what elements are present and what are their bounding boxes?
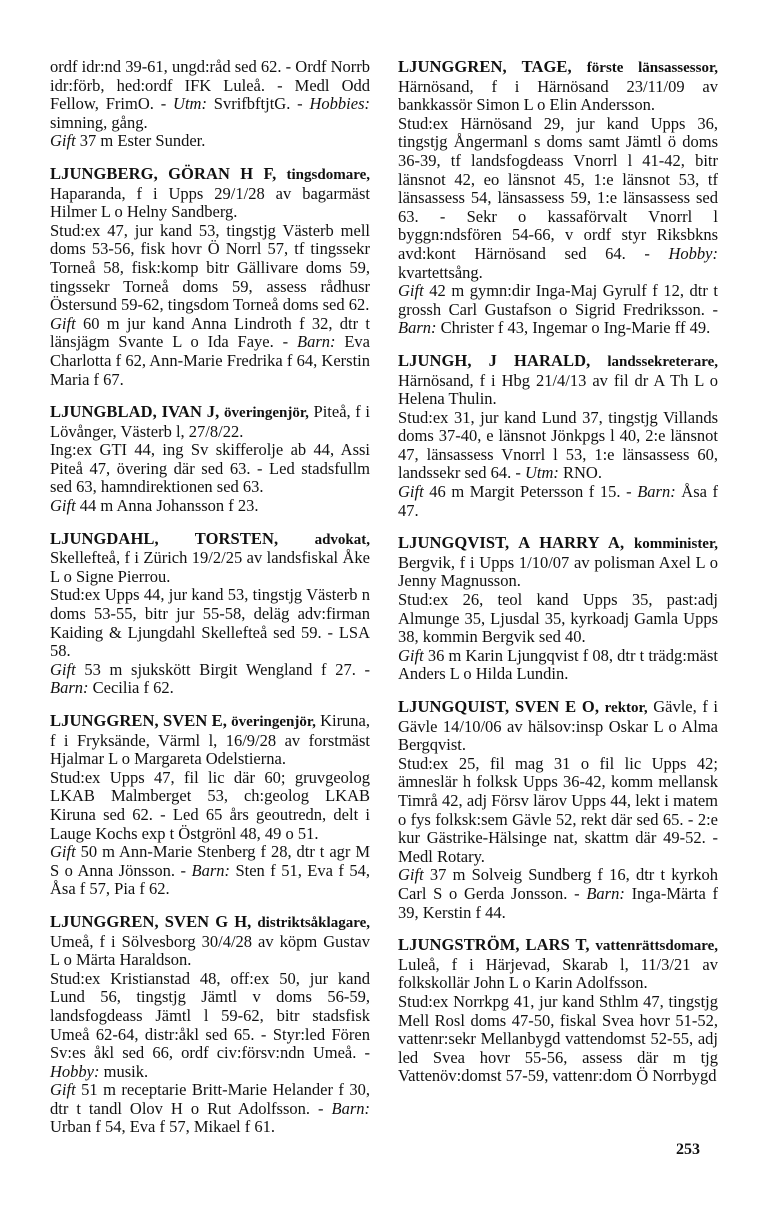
entry-name: LJUNGGREN, TAGE, xyxy=(398,57,572,76)
entry-gift: Gift 42 m gymn:dir Inga-Maj Gyrulf f 12, dtr t grossh Carl Gustafson o Sigrid Fredriksson. - Barn: Christer f 43, Ingemar o Ing-Marie ff 49. xyxy=(398,281,719,338)
entry-title: förste länsassessor, xyxy=(586,60,719,76)
entry-title: landssekreterare, xyxy=(607,353,718,370)
entry-stud: Stud:ex 25, fil mag 31 o fil lic Upps 42; ämneslär h folksk Upps 36-42, komm mellansk Timrå 42, adj Försv lärov Upps 44, lekt i matem o fys folksk:sem Gävle 52, rekt där sed 65. - 2:e kur Gästrike-Hälsinge nat, skattm där 49-52. - Medl Rotary. xyxy=(398,753,718,866)
page-number: 253 xyxy=(676,1141,700,1158)
entry-gift: Gift 37 m Solveig Sundberg f 16, dtr t kyrkoh Carl S o Gerda Jonsson. - Barn: Inga-Märta f 39, Kerstin f 44. xyxy=(398,865,719,922)
entry-header: LJUNGBERG, GÖRAN H F, tingsdomare, Haparanda, f i Upps 29/1/28 av bagarmäst Hilmer L o Helny Sandberg. xyxy=(50,163,370,222)
entry-name: LJUNGSTRÖM, LARS T, xyxy=(398,935,590,955)
entry-ljungstrom xyxy=(398,936,718,1086)
entry-stud: Ing:ex GTI 44, ing Sv skifferolje ab 44, Assi Piteå 47, övering där sed 63. - Led stadsfullm sed 63, hamndirektionen sed 63. xyxy=(50,440,370,497)
entry-stud: Stud:ex Kristianstad 48, off:ex 50, jur kand Lund 56, tingstjg Jämtl v doms 56-59, landsfogdeass Jämtl l 59-62, bitr stadsfisk Umeå 62-64, distr:åkl sed 65. - Styr:led Fören Sv:es åkl sed 66, ordf civ:försv:ndn Umeå. - Hobby: musik. xyxy=(50,968,370,1081)
entry-continued xyxy=(50,58,370,151)
entry-gift: Gift 53 m sjukskött Birgit Wengland f 27. - Barn: Cecilia f 62. xyxy=(50,659,371,698)
left-column xyxy=(50,58,370,1151)
entry-ljunggren-sven-g xyxy=(50,913,370,1137)
entry-stud: Stud:ex Härnösand 29, jur kand Upps 36, tingstjg Ångermanl s doms samt Jämtl ö doms 36-39, tf landsfogdeass Vnorrl l 41-42, bitr länsnot 42, eo länsnot 45, 1:e länsnot 53, tf länsassess 54, länsassess 59, 1:e länsassess sed 63. - Sekr o kassaförvalt Vnorrl l byggn:ndsfören 54-66, v ordf styr Riksbkns avd:kont Härnösand sed 64. - Hobby: kvartettsång. xyxy=(398,113,718,282)
entry-stud: Stud:ex Upps 44, jur kand 53, tingstjg Västerb n doms 53-55, bitr jur 55-58, deläg adv:firman Kaiding & Ljungdahl Skellefteå sed 59. - LSA 58. xyxy=(50,585,370,661)
entry-name: LJUNGQUIST, SVEN E O, xyxy=(398,697,600,716)
entry-header: LJUNGQUIST, SVEN E O, rektor, Gävle, f i Gävle 14/10/06 av hälsov:insp Oskar L o Alma Bergqvist. xyxy=(398,697,719,755)
entry-title: distriktsåklagare, xyxy=(257,914,370,931)
entry-name: LJUNGBERG, GÖRAN H F, xyxy=(50,163,277,183)
entry-header: LJUNGH, J HARALD, landssekreterare, Härnösand, f i Hbg 21/4/13 av fil dr A Th L o Helena Thulin. xyxy=(398,350,718,409)
entry-name: LJUNGH, J HARALD, xyxy=(398,350,591,370)
entry-name: LJUNGBLAD, IVAN J, xyxy=(50,402,220,422)
entry-ljunggren-sven-e xyxy=(50,712,370,899)
entry-header: LJUNGGREN, TAGE, förste länsassessor, Härnösand, f i Härnösand 23/11/09 av bankkassör Simon L o Elin Andersson. xyxy=(398,57,719,115)
entry-header: LJUNGQVIST, A HARRY A, komminister, Bergvik, f i Upps 1/10/07 av polisman Axel L o Jenny Magnusson. xyxy=(398,533,718,591)
entry-name: LJUNGGREN, SVEN E, xyxy=(50,711,227,730)
entry-ljunggren-tage xyxy=(398,58,718,338)
entry-title: tingsdomare, xyxy=(286,166,370,183)
entry-title: överingenjör, xyxy=(224,405,309,422)
entry-gift: Gift 46 m Margit Petersson f 15. - Barn: Åsa f 47. xyxy=(398,482,719,520)
entry-ljungberg xyxy=(50,165,370,389)
entry-title: komminister, xyxy=(633,536,718,553)
entry-header: LJUNGDAHL, TORSTEN, advokat, Skellefteå, f i Zürich 19/2/25 av landsfiskal Åke L o Signe Pierrou. xyxy=(50,528,370,586)
entry-gift: Gift 60 m jur kand Anna Lindroth f 32, dtr t länsjägm Svante L o Ida Faye. - Barn: Eva Charlotta f 62, Ann-Marie Fredrika f 64, Kerstin Maria f 67. xyxy=(50,313,371,389)
entry-name: LJUNGGREN, SVEN G H, xyxy=(50,911,252,931)
entry-gift: Gift 36 m Karin Ljungqvist f 08, dtr t trädg:mäst Anders L o Hilda Lundin. xyxy=(398,645,718,684)
entry-header: LJUNGGREN, SVEN E, överingenjör, Kiruna, f i Fryksände, Värml l, 16/9/28 av forstmäst Hjalmar L o Margareta Odelstierna. xyxy=(50,711,371,769)
entry-stud: Stud:ex Upps 47, fil lic där 60; gruvgeolog LKAB Malmberget 53, ch:geolog LKAB Kiruna sed 62. - Led 65 års geoutredn, delt i Lauge Kochs exp t Östgrönl 48, 49 o 51. xyxy=(50,767,370,843)
entry-ljungh xyxy=(398,352,718,520)
entry-stud: Stud:ex 31, jur kand Lund 37, tingstjg Villands doms 37-40, e länsnot Jönkpgs l 40, 2:e länsnot 47, länsassess Vnorrl l 53, 1:e länsassess 60, landssekr sed 64. - Utm: RNO. xyxy=(398,407,718,483)
entry-ljungquist xyxy=(398,698,718,922)
entry-name: LJUNGQVIST, A HARRY A, xyxy=(398,533,625,553)
entry-title: rektor, xyxy=(604,700,648,716)
entry-stud: Stud:ex Norrkpg 41, jur kand Sthlm 47, tingstjg Mell Rosl doms 47-50, fiskal Svea hovr 51-52, vattenr:sekr Mellanbygd vattendomst 52-55, adj led Svea hovr 55-56, assess där m tjg Vattenöv:domst 57-59, vattenr:dom Ö Norrbygd xyxy=(398,991,718,1086)
entry-title: advokat, xyxy=(314,531,370,548)
entry-stud: Stud:ex 47, jur kand 53, tingstjg Västerb mell doms 53-56, fisk hovr Ö Norrl 57, tf tingssekr Torneå 58, fisk:komp bitr Gällivare doms 59, tingssekr Torneå doms 59, assess rådhusr Östersund 59-62, tingsdom Torneå doms sed 62. xyxy=(50,220,370,315)
entry-gift: Gift 37 m Ester Sunder. xyxy=(50,131,206,151)
entry-header: LJUNGSTRÖM, LARS T, vattenrättsdomare, Luleå, f i Härjevad, Skarab l, 11/3/21 av folkskollär John L o Karin Adolfsson. xyxy=(398,935,719,993)
entry-gift: Gift 50 m Ann-Marie Stenberg f 28, dtr t agr M S o Anna Jönsson. - Barn: Sten f 51, Eva f 54, Åsa f 57, Pia f 62. xyxy=(50,842,371,899)
entry-stud: Stud:ex 26, teol kand Upps 35, past:adj Almunge 35, Ljusdal 35, kyrkoadj Gamla Upps 38, kommin Bergvik sed 40. xyxy=(398,590,718,647)
entry-text: ordf idr:nd 39-61, ungd:råd sed 62. - Ordf Norrb idr:förb, hed:ordf IFK Luleå. - Medl Odd Fellow, FrimO. - Utm: SvrifbftjtG. - Hobbies: simning, gång. xyxy=(50,57,371,132)
entry-title: överingenjör, xyxy=(231,714,316,730)
entry-ljungqvist xyxy=(398,534,718,684)
entry-header: LJUNGGREN, SVEN G H, distriktsåklagare, Umeå, f i Sölvesborg 30/4/28 av köpm Gustav L o Märta Haraldson. xyxy=(50,911,370,970)
entry-ljungdahl xyxy=(50,530,370,698)
entry-gift: Gift 44 m Anna Johansson f 23. xyxy=(50,496,259,516)
entry-header: LJUNGBLAD, IVAN J, överingenjör, Piteå, f i Lövånger, Västerb l, 27/8/22. xyxy=(50,402,371,441)
entry-title: vattenrättsdomare, xyxy=(595,938,719,955)
entry-name: LJUNGDAHL, TORSTEN, xyxy=(50,528,279,548)
entry-ljungblad xyxy=(50,403,370,516)
entry-gift: Gift 51 m receptarie Britt-Marie Helander f 30, dtr t tandl Olov H o Rut Adolfsson. - Barn: Urban f 54, Eva f 57, Mikael f 61. xyxy=(50,1080,371,1137)
right-column xyxy=(398,58,718,1100)
